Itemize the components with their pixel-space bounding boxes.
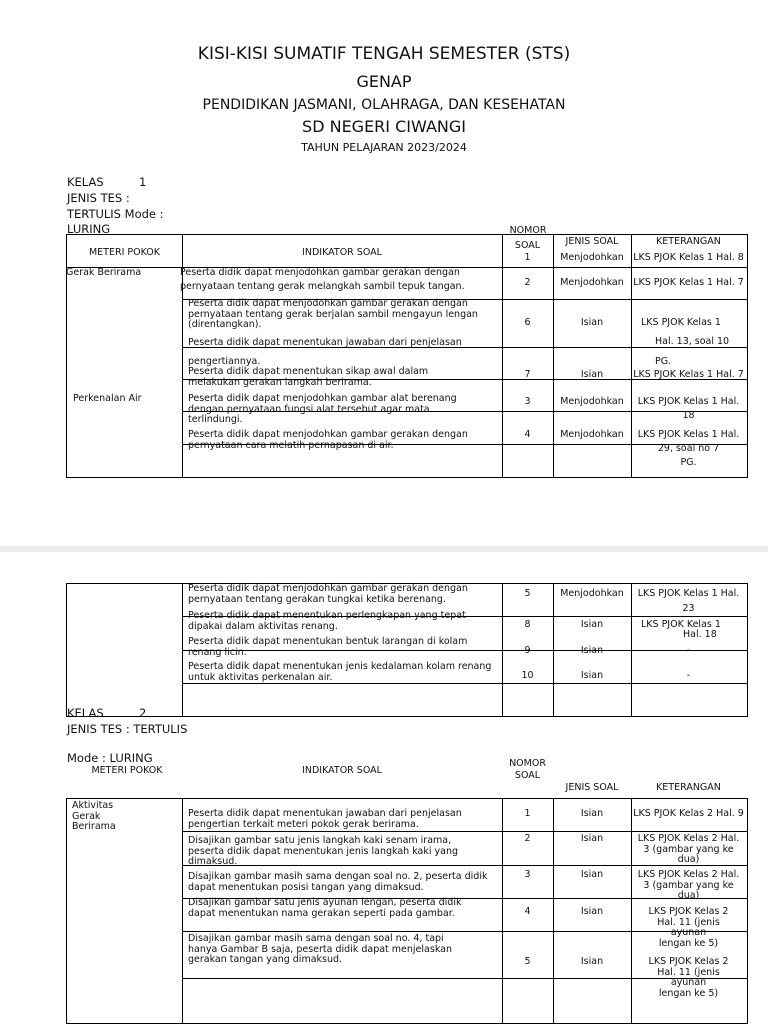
soal-header-2: SOAL	[514, 770, 541, 781]
table-row-1-note: LKS PJOK Kelas 1 Hal. 8	[633, 252, 744, 263]
materi-header-2: METERI POKOK	[91, 765, 163, 776]
table2-row-2-type: Isian	[580, 833, 604, 844]
table-row-3-note-cont2: PG.	[655, 356, 672, 367]
document-page-2	[0, 552, 768, 1024]
table-row-6-indicator: Peserta didik dapat menjodohkan gambar alat berenang dengan pernyataan fungsi alat tersebut agar mata terlindungi.	[188, 393, 457, 425]
table2-row-1-indicator: Peserta didik dapat menentukan jawaban dari penjelasan pengertian terkait meteri pokok gerak berirama.	[188, 808, 462, 830]
table-row-1-type: Menjodohkan	[560, 252, 624, 263]
table2-row-2-note: LKS PJOK Kelas 2 Hal. 3 (gambar yang ke dua)	[637, 833, 740, 865]
table-row-3-number: 6	[524, 317, 531, 328]
kelas-2-value: 2	[139, 706, 147, 720]
table-row-11-number: 10	[521, 670, 534, 681]
table-row-11-indicator: Peserta didik dapat menentukan jenis kedalaman kolam renang untuk aktivitas perkenalan air.	[188, 661, 492, 683]
table-row-5-indicator: Peserta didik dapat menentukan sikap awal dalam melakukan gerakan langkah berirama.	[188, 366, 429, 388]
mode-2-label: Mode : LURING	[67, 751, 153, 765]
table-row-9-indicator: Peserta didik dapat menentukan perlengkapan yang tepat dipakai dalam aktivitas renang.	[188, 610, 466, 632]
table-row-10-indicator: Peserta didik dapat menentukan bentuk larangan di kolam renang licin.	[188, 636, 468, 658]
table-row-5-number: 7	[524, 369, 531, 380]
table-row-11-type: Isian	[580, 670, 604, 681]
table-row-6-note-cont: 18	[682, 410, 695, 421]
table-row-4-indicator-cont: pengertiannya.	[188, 356, 261, 367]
document-title: KISI-KISI SUMATIF TENGAH SEMESTER (STS)	[197, 44, 571, 64]
table-row-8-indicator: Peserta didik dapat menjodohkan gambar gerakan dengan pernyataan tentang gerakan tungkai ketika berenang.	[188, 583, 468, 605]
table-row-7-type: Menjodohkan	[560, 429, 624, 440]
table2-row-5-note: LKS PJOK Kelas 2 Hal. 11 (jenis ayunan lengan ke 5)	[648, 956, 729, 999]
table2-row-4-type: Isian	[580, 906, 604, 917]
table-row-9-number: 8	[524, 619, 531, 630]
nomor-header-2: NOMOR	[509, 758, 546, 769]
tertulis-mode-label: TERTULIS Mode :	[67, 207, 164, 221]
kelas-2-label: KELAS	[67, 706, 104, 720]
materi-gerak-berirama: Gerak Berirama	[66, 267, 142, 278]
table-row-3-note-cont: Hal. 13, soal 10	[655, 336, 730, 347]
keterangan-header: KETERANGAN	[656, 236, 721, 247]
materi-perkenalan-air: Perkenalan Air	[73, 393, 142, 404]
table-row-5-type: Isian	[580, 369, 604, 380]
kelas-label: KELAS	[67, 175, 104, 189]
table-row-2-type: Menjodohkan	[560, 277, 624, 288]
table2-row-4-note: LKS PJOK Kelas 2 Hal. 11 (jenis ayunan lengan ke 5)	[648, 906, 729, 949]
school-name: SD NEGERI CIWANGI	[302, 117, 466, 136]
table-row-10-type: Isian	[580, 645, 604, 656]
table-row-6-number: 3	[524, 396, 531, 407]
table-row-8-number: 5	[524, 588, 531, 599]
table-row-7-indicator: Peserta didik dapat menjodohkan gambar gerakan dengan pernyataan cara melatih pernapasan di air.	[188, 429, 468, 451]
jenis-soal-header: JENIS SOAL	[565, 236, 619, 247]
table-row-3-note: LKS PJOK Kelas 1	[641, 317, 721, 328]
subject-label: PENDIDIKAN JASMANI, OLAHRAGA, DAN KESEHATAN	[202, 97, 566, 113]
table-row-1-number: 1	[524, 252, 531, 263]
table2-row-4-indicator: Disajikan gambar satu jenis ayunan lengan, peserta didik dapat menentukan nama gerakan seperti pada gambar.	[188, 897, 462, 919]
table-row-7-note-cont: 29, soal no 7	[657, 443, 720, 454]
table2-row-3-number: 3	[524, 869, 531, 880]
table-row-9-type: Isian	[580, 619, 604, 630]
jenis-tes-label: JENIS TES :	[67, 191, 130, 205]
academic-year: TAHUN PELAJARAN 2023/2024	[301, 141, 467, 154]
table-row-2-note: LKS PJOK Kelas 1 Hal. 7	[633, 277, 744, 288]
table2-row-4-number: 4	[524, 906, 531, 917]
table2-row-5-type: Isian	[580, 956, 604, 967]
table-row-2-number: 2	[524, 277, 531, 288]
nomor-header: NOMOR	[509, 225, 547, 236]
table2-row-3-note: LKS PJOK Kelas 2 Hal. 3 (gambar yang ke dua)	[637, 869, 740, 901]
table-row-8-type: Menjodohkan	[560, 588, 624, 599]
table-row-6-note: LKS PJOK Kelas 1 Hal.	[637, 396, 740, 407]
table-row-7-note-cont2: PG.	[680, 457, 697, 468]
table-row-7-number: 4	[524, 429, 531, 440]
table-row-10-number: 9	[524, 645, 531, 656]
indikator-header-2: INDIKATOR SOAL	[302, 765, 382, 776]
table2-row-1-number: 1	[524, 808, 531, 819]
semester-label: GENAP	[356, 72, 412, 91]
table2-row-5-indicator: Disajikan gambar masih sama dengan soal no. 4, tapi hanya Gambar B saja, peserta didik dapat menjelaskan gerakan tangan yang dimaksud.	[188, 933, 452, 965]
keterangan-header-2: KETERANGAN	[656, 782, 721, 793]
table-row-3-indicator: Peserta didik dapat menjodohkan gambar gerakan dengan pernyataan tentang gerak berjalan sambil mengayun lengan (direntangkan).	[188, 298, 478, 330]
table-row-11-note: -	[686, 670, 691, 681]
table2-row-1-note: LKS PJOK Kelas 2 Hal. 9	[633, 808, 744, 819]
materi-header: METERI POKOK	[88, 247, 161, 258]
soal-header: SOAL	[514, 240, 541, 251]
table2-row-5-number: 5	[524, 956, 531, 967]
jenis-soal-header-2: JENIS SOAL	[565, 782, 619, 793]
luring-label: LURING	[67, 222, 111, 236]
table-row-4-indicator: Peserta didik dapat menentukan jawaban dari penjelasan	[188, 337, 462, 348]
table2-row-3-type: Isian	[580, 869, 604, 880]
table-row-10-note: -	[686, 645, 691, 656]
table-row-9-note: LKS PJOK Kelas 1	[641, 619, 721, 630]
table2-row-3-indicator: Disajikan gambar masih sama dengan soal no. 2, peserta didik dapat menentukan posisi tangan yang dimaksud.	[188, 871, 488, 893]
table-row-1-indicator: Peserta didik dapat menjodohkan gambar gerakan dengan	[180, 267, 460, 278]
jenis-tes-2-label: JENIS TES : TERTULIS	[67, 722, 188, 736]
table-row-5-note: LKS PJOK Kelas 1 Hal. 7	[633, 369, 744, 380]
table-row-6-type: Menjodohkan	[560, 396, 624, 407]
table2-row-2-indicator: Disajikan gambar satu jenis langkah kaki senam irama, peserta didik dapat menentukan jenis langkah kaki yang dimaksud.	[188, 835, 459, 867]
kelas-value: 1	[139, 175, 147, 189]
table-row-8-note: LKS PJOK Kelas 1 Hal.	[637, 588, 740, 599]
indikator-header: INDIKATOR SOAL	[302, 247, 382, 258]
table2-row-1-type: Isian	[580, 808, 604, 819]
materi-aktivitas-gerak-berirama: Aktivitas Gerak Berirama	[72, 800, 116, 832]
table-row-8-note-cont: 23	[682, 603, 695, 614]
table-row-1-indicator-cont: pernyataan tentang gerak melangkah sambil tepuk tangan.	[180, 281, 465, 292]
table-row-9-note-cont: Hal. 18	[683, 629, 717, 640]
table-row-7-note: LKS PJOK Kelas 1 Hal.	[637, 429, 740, 440]
table-row-3-type: Isian	[580, 317, 604, 328]
table2-row-2-number: 2	[524, 833, 531, 844]
